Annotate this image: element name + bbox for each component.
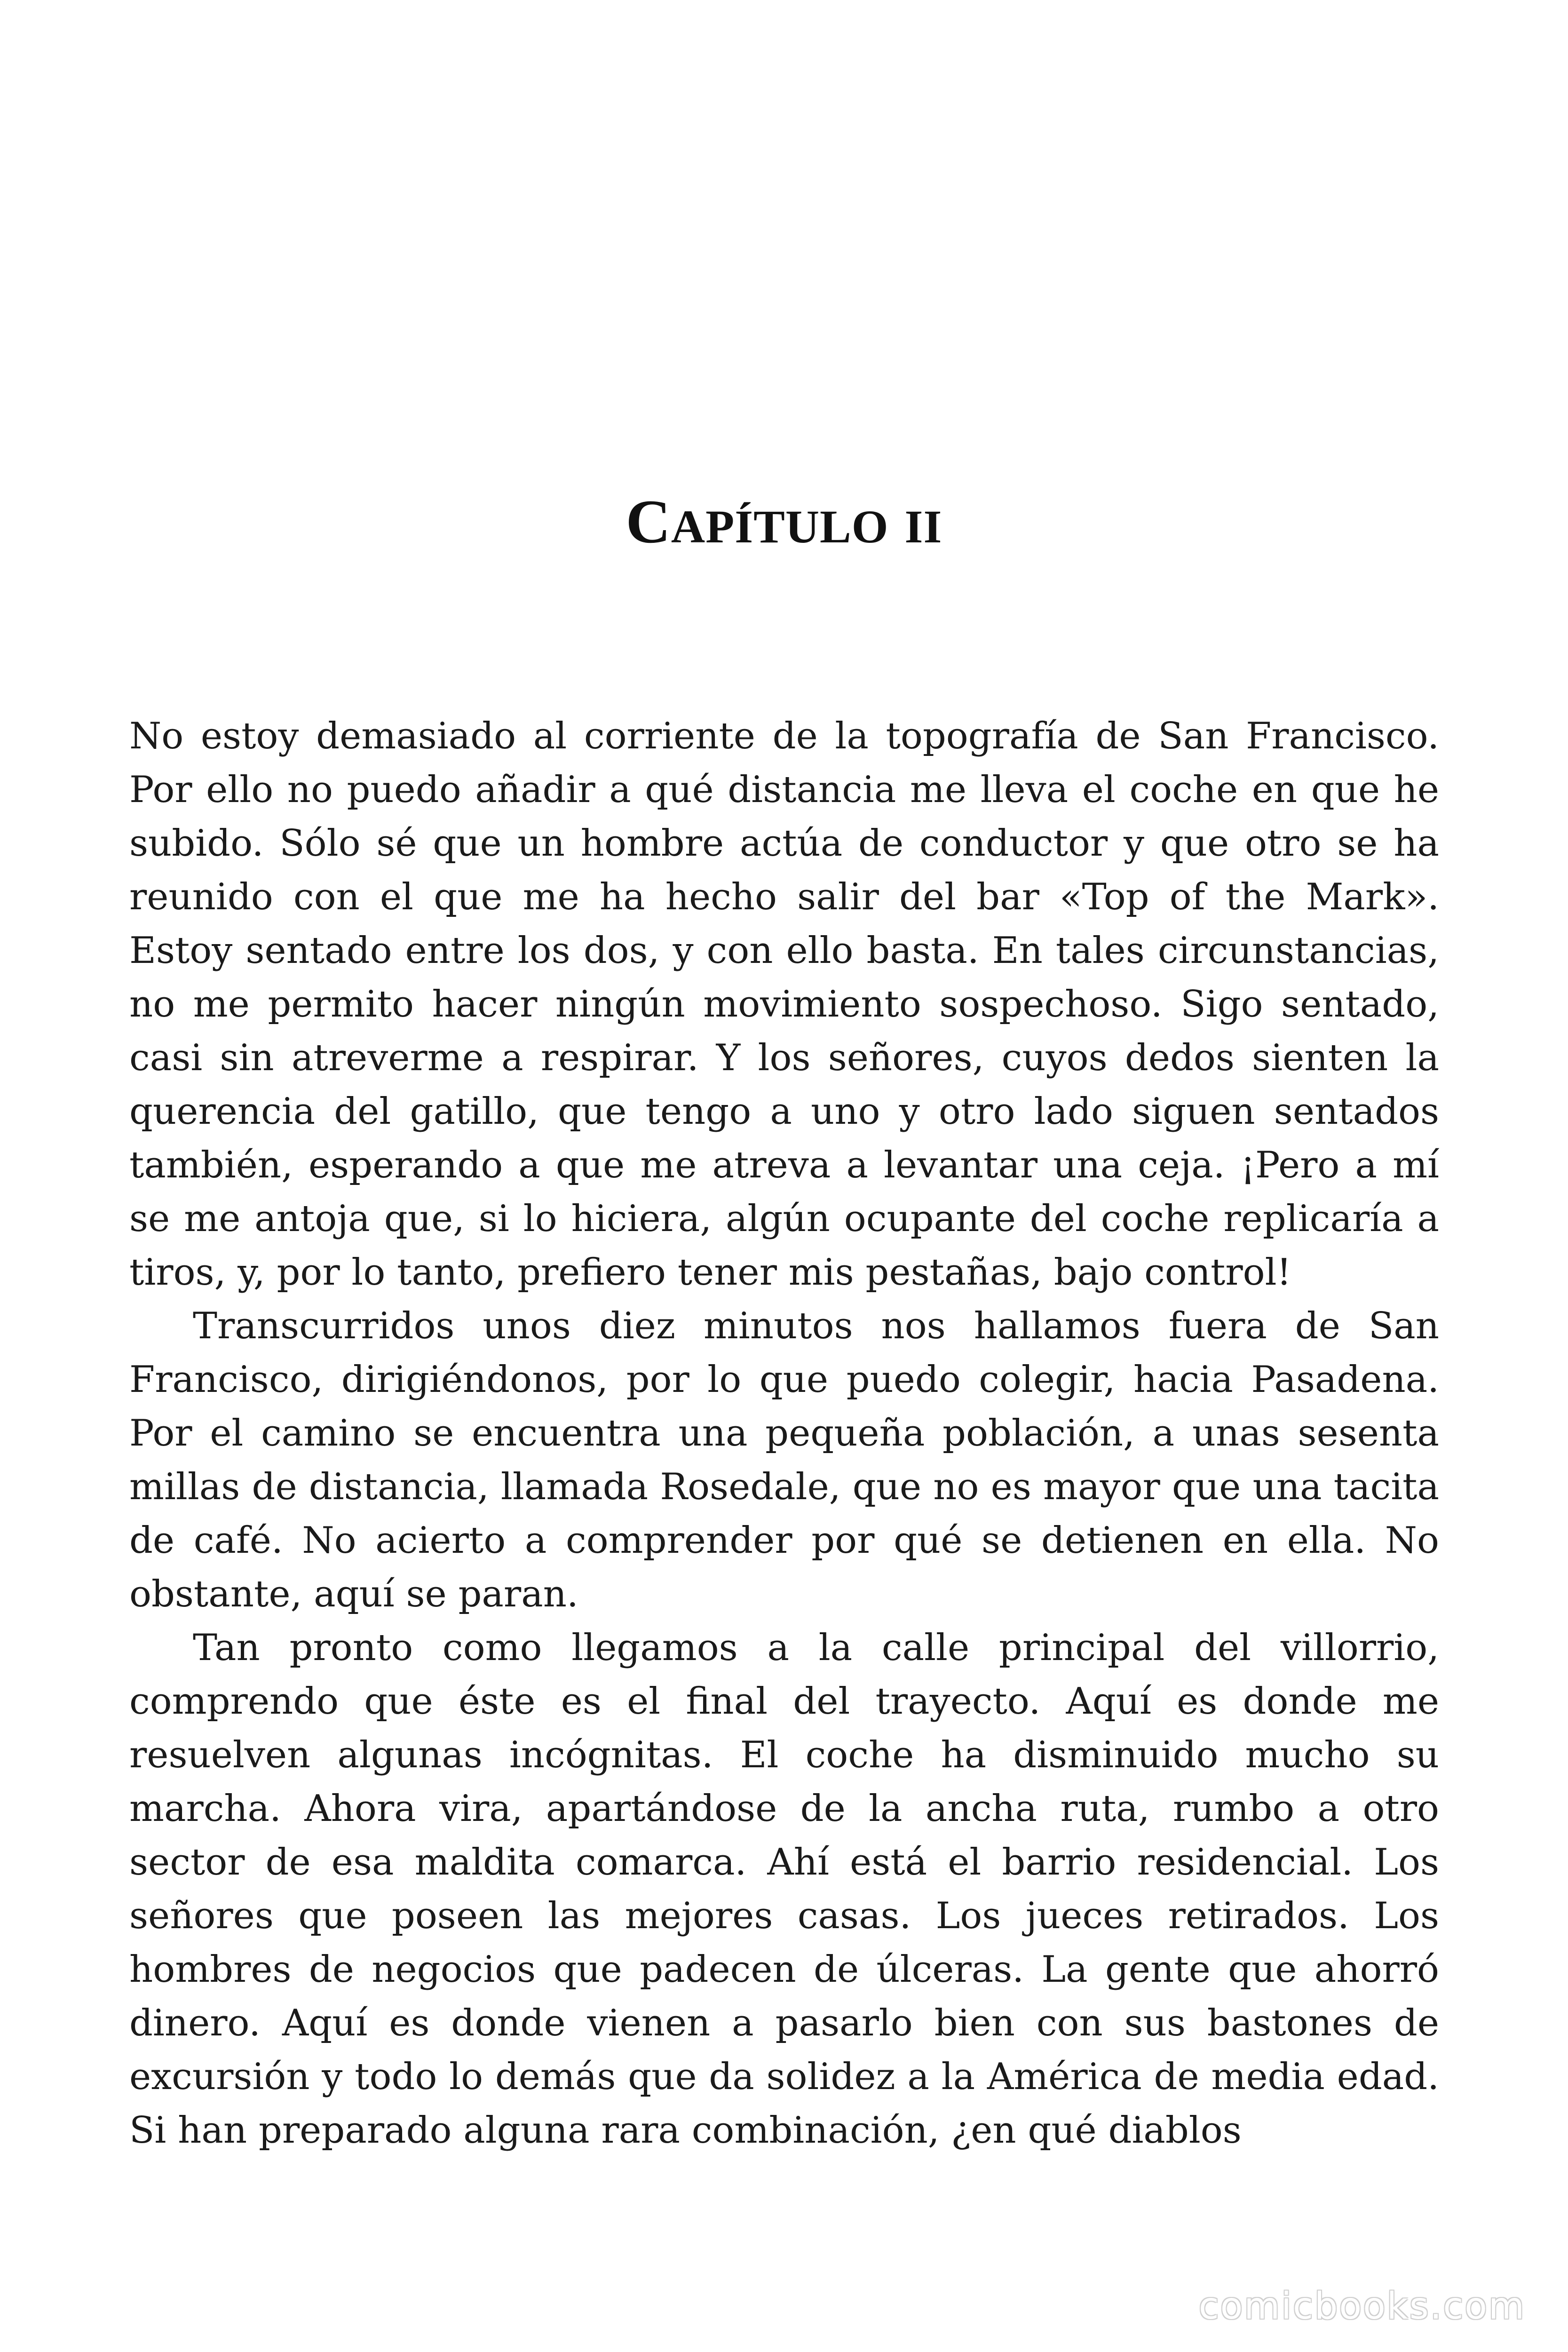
chapter-prefix-rest: APÍTULO [671, 501, 889, 553]
chapter-body [129, 709, 1439, 2157]
chapter-title [0, 487, 1568, 556]
watermark: comicbooks.com [1198, 2285, 1526, 2328]
paragraph-1: No estoy demasiado al corriente de la topografía de San Francisco. Por ello no puedo añadir a qué distancia me lleva el coche en que he subido. Sólo sé que un hombre actúa de conductor y que otro se ha reunido con el que me ha hecho salir del bar «Top of the Mark». Estoy sentado entre los dos, y con ello basta. En tales circunstancias, no me permito hacer ningún movimiento sospechoso. Sigo sentado, casi sin atreverme a respirar. Y los señores, cuyos dedos sienten la querencia del gatillo, que tengo a uno y otro lado siguen sentados también, esperando a que me atreva a levantar una ceja. ¡Pero a mí se me antoja que, si lo hiciera, algún ocupante del coche replicaría a tiros, y, por lo tanto, prefiero tener mis pestañas, bajo control! [129, 715, 1439, 1294]
paragraph-3: Tan pronto como llegamos a la calle principal del villorrio, comprendo que éste es el final del trayecto. Aquí es donde me resuelven algunas incógnitas. El coche ha disminuido mucho su marcha. Ahora vira, apartándose de la ancha ruta, rumbo a otro sector de esa maldita comarca. Ahí está el barrio residencial. Los señores que poseen las mejores casas. Los jueces retirados. Los hombres de negocios que padecen de úlceras. La gente que ahorró dinero. Aquí es donde vienen a pasarlo bien con sus bastones de excursión y todo lo demás que da solidez a la América de media edad. Si han preparado alguna rara combinación, ¿en qué diablos [129, 1627, 1439, 2152]
chapter-numeral: II [904, 501, 942, 553]
paragraph-2: Transcurridos unos diez minutos nos hallamos fuera de San Francisco, dirigiéndonos, por lo que puedo colegir, hacia Pasadena. Por el camino se encuentra una pequeña población, a unas sesenta millas de distancia, llamada Rosedale, que no es mayor que una tacita de café. No acierto a comprender por qué se detienen en ella. No obstante, aquí se paran. [129, 1305, 1439, 1615]
chapter-prefix-initial: C [626, 487, 671, 556]
